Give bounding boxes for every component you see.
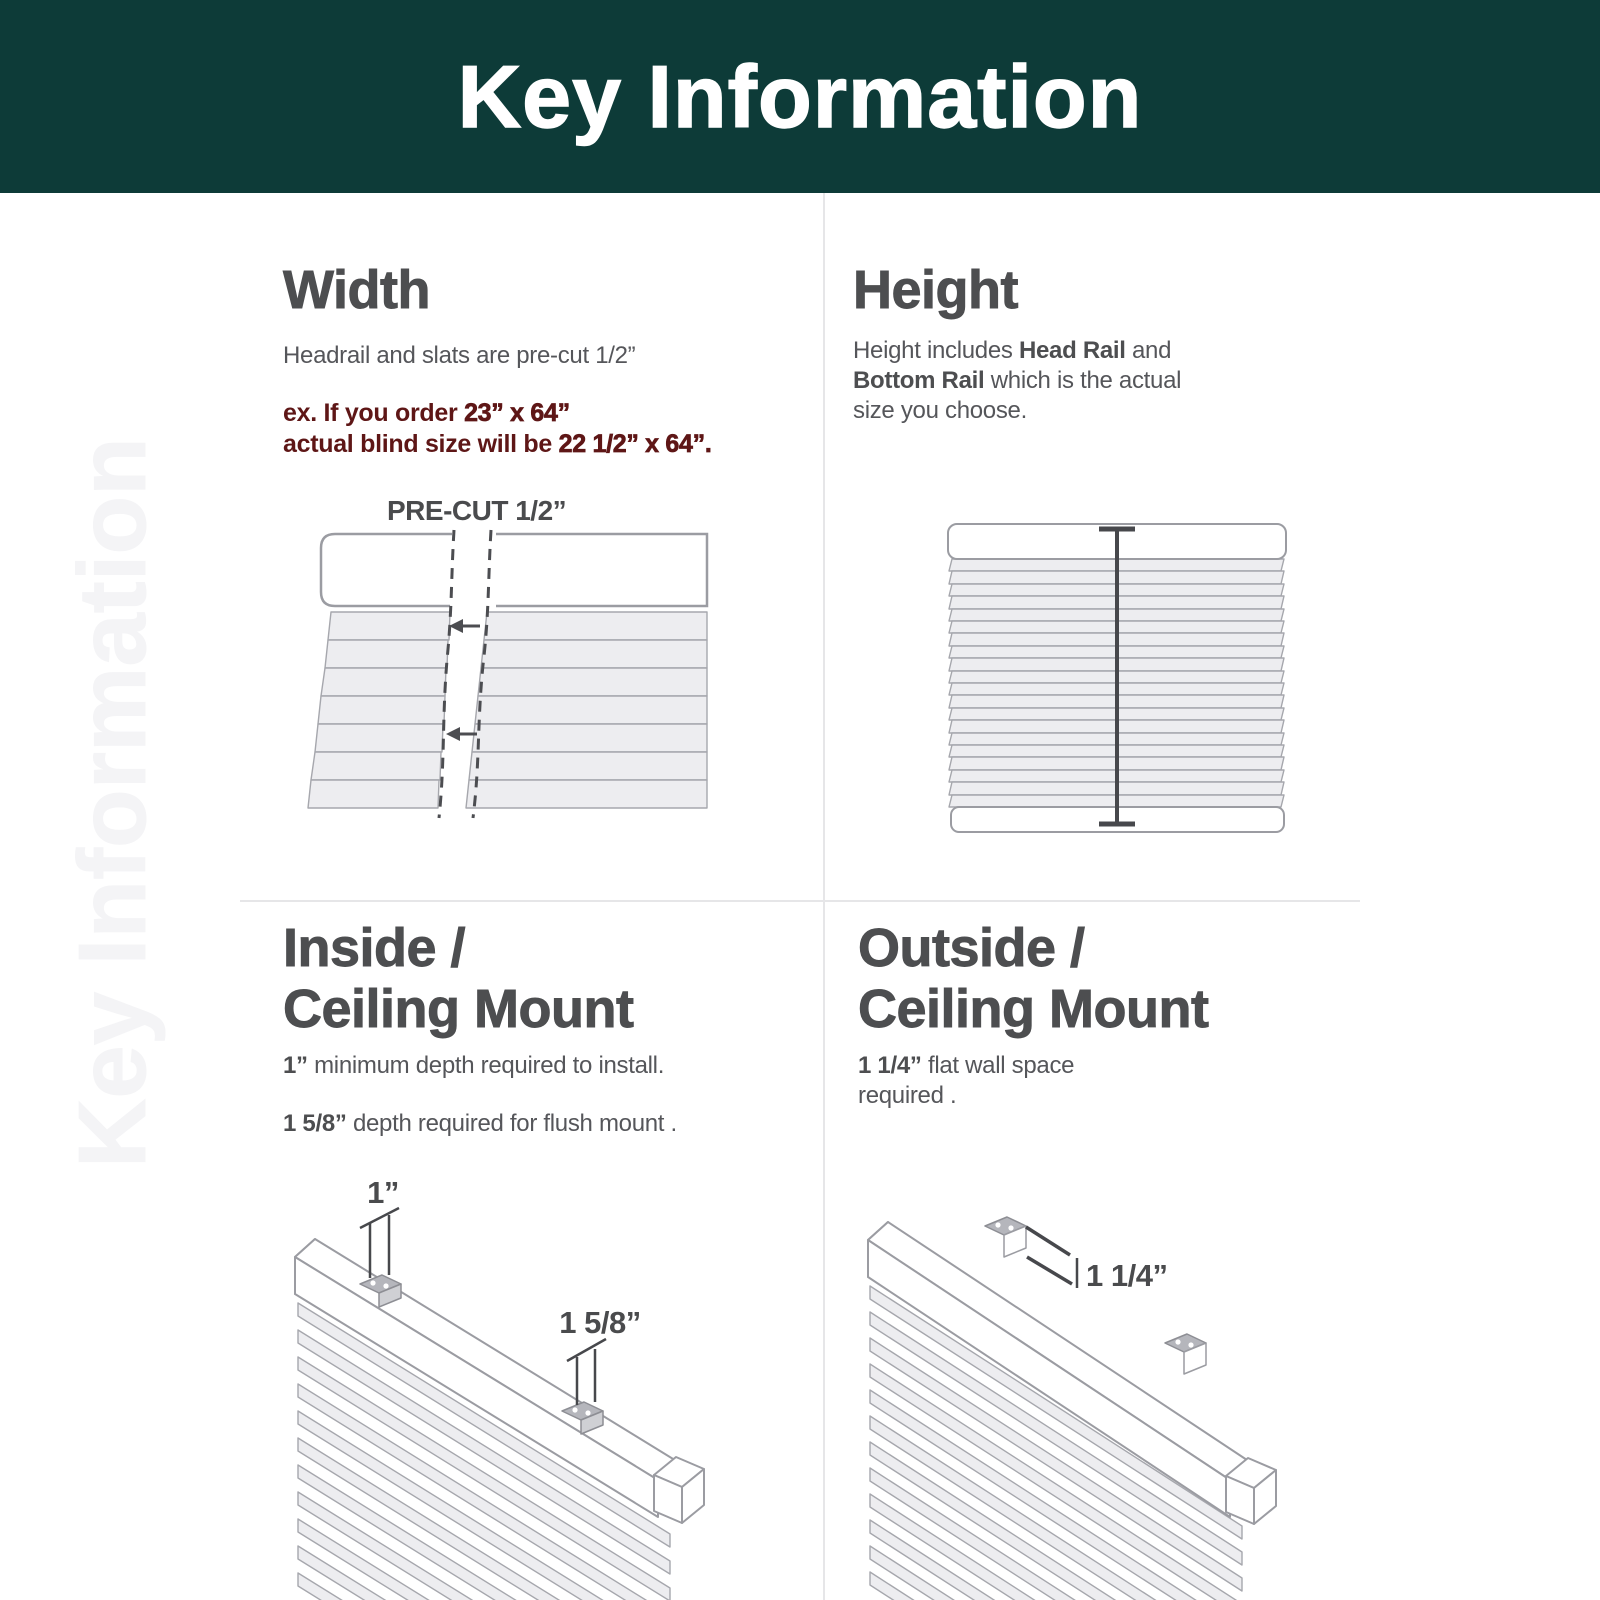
width-example-line2-size: 22 1/2” x 64”. [558, 430, 712, 458]
bottom-rail-term: Bottom Rail [853, 367, 985, 394]
outside-note-text-1: flat wall space [921, 1052, 1075, 1079]
inside-note-2 [283, 1109, 677, 1139]
height-measure-diagram [945, 520, 1290, 836]
cut-arrow-top [449, 619, 480, 633]
inside-title-line2: Ceiling Mount [283, 979, 634, 1039]
horizontal-divider [240, 900, 1360, 902]
height-description [853, 336, 1181, 426]
head-rail-term: Head Rail [1018, 337, 1126, 364]
watermark-text: Key Information [59, 437, 166, 1168]
headrail-right-piece [496, 534, 707, 606]
width-example-text [283, 398, 711, 460]
width-title: Width [283, 260, 430, 320]
inside-mount-title [283, 918, 633, 1040]
precut-label: PRE-CUT 1/2” [387, 495, 567, 526]
inside-label-1-5-8in: 1 5/8” [559, 1305, 641, 1340]
vertical-divider [823, 193, 825, 1600]
headrail-left-piece [321, 534, 452, 606]
right-slat-stack [466, 612, 707, 808]
left-slat-stack [308, 612, 450, 808]
width-description: Headrail and slats are pre-cut 1/2” [283, 342, 636, 369]
inside-depth-2: 1 5/8” [283, 1110, 347, 1137]
outside-mount-diagram [860, 1190, 1420, 1600]
measure-1-5-8in [559, 1305, 640, 1405]
measure-1-1-4in [1026, 1227, 1167, 1293]
height-desc-3: which is the actual [984, 367, 1182, 394]
inside-label-1in: 1” [367, 1175, 399, 1210]
outside-mount-title [858, 918, 1208, 1040]
width-example-line1-size: 23” x 64” [464, 399, 570, 427]
width-precut-diagram [305, 488, 710, 820]
height-desc-2: and [1125, 337, 1172, 364]
outside-title-line1: Outside / [858, 918, 1085, 978]
cut-arrow-bottom [446, 727, 477, 741]
header-banner [0, 0, 1600, 193]
height-desc-4: size you choose. [853, 397, 1027, 424]
outside-note [858, 1051, 1074, 1111]
measure-1in [360, 1175, 399, 1278]
wall-bracket-2 [1165, 1334, 1206, 1374]
inside-note-2-text: depth required for flush mount . [346, 1110, 677, 1137]
inside-title-line1: Inside / [283, 918, 466, 978]
outside-label-1-1-4in: 1 1/4” [1086, 1258, 1168, 1293]
height-title: Height [853, 260, 1018, 320]
width-example-line2-pre: actual blind size will be [283, 430, 559, 458]
wall-bracket-1 [985, 1217, 1026, 1257]
outside-space: 1 1/4” [858, 1052, 922, 1079]
inside-note-1-text: minimum depth required to install. [307, 1052, 665, 1079]
inside-mount-diagram [290, 1165, 810, 1600]
page-title: Key Information [457, 47, 1143, 146]
outside-title-line2: Ceiling Mount [858, 979, 1209, 1039]
inside-note-1 [283, 1051, 664, 1081]
inside-depth-1: 1” [283, 1052, 308, 1079]
width-example-line1-pre: ex. If you order [283, 399, 465, 427]
outside-note-text-2: required . [858, 1082, 957, 1109]
height-desc-1: Height includes [853, 337, 1019, 364]
